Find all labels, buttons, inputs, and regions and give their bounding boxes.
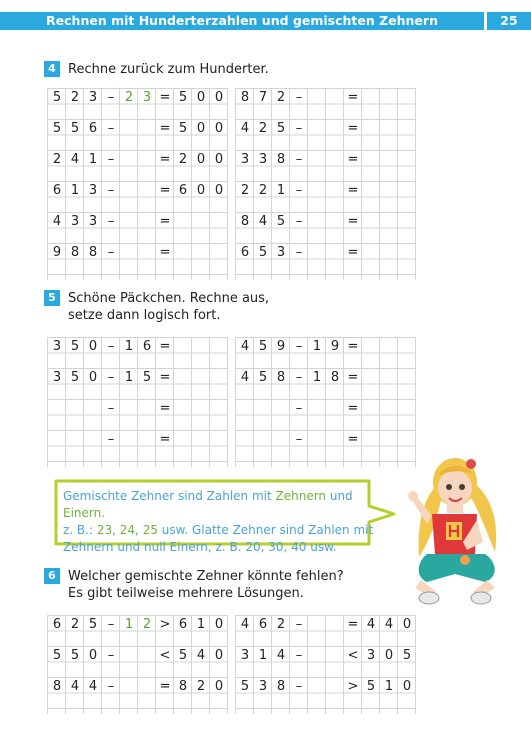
- grid-cell: 8: [88, 245, 98, 260]
- page-number: 25: [487, 12, 531, 30]
- grid-cell: 3: [52, 370, 62, 385]
- grid-cell: 4: [276, 648, 286, 663]
- grid-cell: =: [347, 432, 359, 447]
- grid-cell: 2: [258, 121, 268, 136]
- info-fragment: Zehnern und null Einern, z. B. 20, 30, 40 usw.: [63, 540, 337, 554]
- grid-cell: 1: [70, 183, 80, 198]
- grid-cell: 4: [366, 617, 376, 632]
- grid-cell: <: [159, 648, 171, 663]
- grid-cell: 0: [214, 152, 224, 167]
- grid-cell: –: [107, 214, 115, 229]
- grid-cell: 3: [52, 339, 62, 354]
- grid-cell: 3: [88, 90, 98, 105]
- info-fragment: Zehnern: [275, 489, 327, 503]
- grid-cell: 6: [142, 339, 152, 354]
- girl-figure-icon: [407, 442, 507, 607]
- grid-cell: 6: [52, 183, 62, 198]
- info-fragment: z. B.:: [63, 523, 97, 537]
- grid-lines: [235, 337, 416, 467]
- grid-cell: 2: [196, 679, 206, 694]
- grid-cell: –: [295, 432, 303, 447]
- grid-cell: 5: [276, 121, 286, 136]
- grid-cell: 9: [276, 339, 286, 354]
- grid-task6-left: [47, 615, 228, 714]
- grid-cell: –: [107, 617, 115, 632]
- grid-cell: 4: [258, 214, 268, 229]
- grid-cell: 0: [196, 121, 206, 136]
- grid-cell: =: [347, 183, 359, 198]
- grid-cell: –: [295, 339, 303, 354]
- info-box: [51, 478, 386, 554]
- grid-cell: =: [347, 245, 359, 260]
- grid-cell: 5: [240, 679, 250, 694]
- grid-cell: 0: [384, 648, 394, 663]
- grid-cell: =: [347, 152, 359, 167]
- grid-cell: 9: [330, 339, 340, 354]
- grid-cell: 1: [196, 617, 206, 632]
- info-line: [63, 522, 383, 539]
- grid-cell: –: [295, 121, 303, 136]
- grid-cell: 6: [178, 183, 188, 198]
- grid-cell: 2: [178, 152, 188, 167]
- grid-cell: 5: [52, 648, 62, 663]
- grid-cell: 5: [52, 90, 62, 105]
- grid-cell: 7: [258, 90, 268, 105]
- grid-cell: 4: [70, 152, 80, 167]
- grid-cell: –: [295, 90, 303, 105]
- grid-cell: 0: [88, 339, 98, 354]
- info-line: [63, 539, 383, 556]
- grid-cell: 0: [196, 183, 206, 198]
- grid-cell: =: [347, 339, 359, 354]
- grid-cell: <: [347, 648, 359, 663]
- grid-cell: 8: [178, 679, 188, 694]
- grid-cell: 5: [52, 121, 62, 136]
- grid-cell: 5: [366, 679, 376, 694]
- grid-cell: 1: [124, 617, 134, 632]
- grid-cell: 5: [258, 339, 268, 354]
- grid-cell: =: [347, 214, 359, 229]
- grid-cell: 3: [258, 679, 268, 694]
- grid-cell: =: [159, 679, 171, 694]
- grid-cell: =: [159, 432, 171, 447]
- info-fragment: ,: [135, 523, 143, 537]
- task-number-badge: 6: [44, 568, 60, 584]
- grid-cell: =: [347, 90, 359, 105]
- grid-cell: –: [295, 183, 303, 198]
- grid-cell: 4: [240, 617, 250, 632]
- grid-task5-left: [47, 337, 228, 467]
- grid-lines: [47, 337, 228, 467]
- grid-cell: 5: [402, 648, 412, 663]
- grid-cell: 2: [70, 617, 80, 632]
- grid-cell: –: [295, 152, 303, 167]
- grid-cell: 3: [88, 214, 98, 229]
- page-header: [0, 12, 531, 30]
- grid-cell: 3: [366, 648, 376, 663]
- info-fragment: usw. Glatte Zehner sind Zahlen mit: [157, 523, 374, 537]
- info-fragment: ,: [112, 523, 120, 537]
- grid-cell: =: [347, 401, 359, 416]
- grid-cell: 4: [384, 617, 394, 632]
- grid-cell: 1: [312, 370, 322, 385]
- grid-cell: 8: [240, 90, 250, 105]
- grid-cell: –: [107, 121, 115, 136]
- grid-cell: =: [159, 370, 171, 385]
- grid-cell: 2: [142, 617, 152, 632]
- grid-cell: 0: [214, 121, 224, 136]
- grid-cell: –: [295, 679, 303, 694]
- grid-cell: 8: [240, 214, 250, 229]
- grid-cell: 8: [276, 679, 286, 694]
- grid-cell: –: [107, 432, 115, 447]
- info-text: [63, 488, 383, 556]
- task-instruction-line: Es gibt teilweise mehrere Lösungen.: [68, 586, 304, 601]
- grid-cell: =: [347, 121, 359, 136]
- grid-task5-right: [235, 337, 416, 467]
- grid-task4-left: [47, 88, 228, 280]
- grid-cell: 3: [142, 90, 152, 105]
- grid-cell: 2: [258, 183, 268, 198]
- grid-cell: 5: [258, 245, 268, 260]
- grid-cell: =: [159, 214, 171, 229]
- grid-cell: =: [159, 339, 171, 354]
- grid-cell: 0: [214, 90, 224, 105]
- grid-cell: 0: [402, 679, 412, 694]
- grid-cell: –: [295, 214, 303, 229]
- task-instruction-line: Schöne Päckchen. Rechne aus,: [68, 291, 270, 306]
- grid-task6-right: [235, 615, 416, 714]
- grid-cell: 0: [196, 152, 206, 167]
- grid-cell: 1: [384, 679, 394, 694]
- grid-cell: 5: [178, 90, 188, 105]
- grid-cell: 1: [258, 648, 268, 663]
- grid-cell: 1: [88, 152, 98, 167]
- grid-cell: =: [159, 121, 171, 136]
- grid-cell: =: [159, 90, 171, 105]
- info-fragment: Gemischte Zehner sind Zahlen mit: [63, 489, 276, 503]
- grid-cell: 8: [52, 679, 62, 694]
- grid-cell: 1: [124, 370, 134, 385]
- grid-cell: –: [107, 90, 115, 105]
- grid-cell: 4: [70, 679, 80, 694]
- grid-cell: –: [107, 679, 115, 694]
- grid-cell: 2: [124, 90, 134, 105]
- grid-task4-right: [235, 88, 416, 280]
- info-fragment: und: [326, 489, 353, 503]
- grid-cell: 0: [196, 90, 206, 105]
- grid-cell: =: [159, 183, 171, 198]
- info-fragment: 24: [119, 523, 136, 537]
- grid-cell: –: [107, 370, 115, 385]
- grid-cell: 1: [312, 339, 322, 354]
- grid-cell: =: [159, 152, 171, 167]
- grid-cell: =: [347, 617, 359, 632]
- task-instruction: [68, 568, 344, 602]
- girl-illustration: [407, 442, 507, 607]
- grid-cell: 0: [214, 648, 224, 663]
- task-number-badge: 5: [44, 290, 60, 306]
- grid-cell: =: [159, 245, 171, 260]
- task-instruction: [68, 61, 269, 78]
- grid-cell: =: [347, 370, 359, 385]
- grid-cell: 5: [178, 121, 188, 136]
- grid-cell: –: [295, 370, 303, 385]
- grid-cell: –: [107, 183, 115, 198]
- grid-cell: =: [159, 401, 171, 416]
- grid-cell: 9: [52, 245, 62, 260]
- grid-cell: >: [347, 679, 359, 694]
- grid-cell: –: [107, 245, 115, 260]
- task-number-badge: 4: [44, 61, 60, 77]
- grid-cell: 0: [214, 617, 224, 632]
- grid-cell: 8: [276, 152, 286, 167]
- grid-cell: 5: [88, 617, 98, 632]
- grid-cell: 3: [276, 245, 286, 260]
- grid-cell: 4: [240, 121, 250, 136]
- grid-cell: 3: [70, 214, 80, 229]
- grid-cell: 8: [276, 370, 286, 385]
- grid-cell: 8: [330, 370, 340, 385]
- task-instruction-line: Welcher gemischte Zehner könnte fehlen?: [68, 569, 344, 584]
- grid-cell: 2: [276, 617, 286, 632]
- grid-cell: –: [107, 401, 115, 416]
- grid-cell: 5: [70, 121, 80, 136]
- grid-cell: 0: [88, 648, 98, 663]
- grid-cell: 0: [214, 183, 224, 198]
- grid-cell: 2: [276, 90, 286, 105]
- grid-cell: 0: [88, 370, 98, 385]
- grid-cell: 0: [214, 679, 224, 694]
- grid-cell: 4: [240, 339, 250, 354]
- grid-cell: 1: [124, 339, 134, 354]
- grid-cell: –: [295, 401, 303, 416]
- grid-cell: 5: [70, 339, 80, 354]
- grid-cell: 3: [258, 152, 268, 167]
- grid-cell: –: [107, 648, 115, 663]
- info-line: [63, 488, 383, 522]
- grid-cell: –: [295, 648, 303, 663]
- grid-cell: 5: [142, 370, 152, 385]
- info-fragment: .: [101, 506, 106, 520]
- grid-cell: –: [107, 339, 115, 354]
- info-fragment: 23: [96, 523, 113, 537]
- grid-cell: –: [295, 245, 303, 260]
- grid-cell: –: [107, 152, 115, 167]
- info-fragment: 25: [142, 523, 158, 537]
- grid-cell: 6: [88, 121, 98, 136]
- grid-cell: –: [295, 617, 303, 632]
- grid-cell: 5: [276, 214, 286, 229]
- grid-cell: 3: [88, 183, 98, 198]
- task-instruction-line: Rechne zurück zum Hunderter.: [68, 62, 269, 77]
- grid-cell: 4: [196, 648, 206, 663]
- grid-cell: >: [159, 617, 171, 632]
- grid-cell: 1: [276, 183, 286, 198]
- grid-cell: 8: [70, 245, 80, 260]
- grid-cell: 2: [240, 183, 250, 198]
- grid-cell: 6: [240, 245, 250, 260]
- grid-cell: 2: [52, 152, 62, 167]
- grid-cell: 3: [240, 648, 250, 663]
- grid-cell: 5: [70, 648, 80, 663]
- info-fragment: Einern: [63, 506, 102, 520]
- grid-cell: 6: [52, 617, 62, 632]
- grid-cell: 5: [178, 648, 188, 663]
- grid-cell: 3: [240, 152, 250, 167]
- grid-cell: 4: [88, 679, 98, 694]
- grid-cell: 4: [240, 370, 250, 385]
- grid-cell: 6: [258, 617, 268, 632]
- task-instruction: [68, 290, 269, 324]
- grid-cell: 2: [70, 90, 80, 105]
- grid-cell: 6: [178, 617, 188, 632]
- grid-cell: 4: [52, 214, 62, 229]
- page-title: Rechnen mit Hunderterzahlen und gemischten Zehnern: [46, 13, 438, 28]
- grid-cell: 0: [402, 617, 412, 632]
- task-instruction-line: setze dann logisch fort.: [68, 308, 221, 323]
- grid-cell: 5: [258, 370, 268, 385]
- grid-cell: 5: [70, 370, 80, 385]
